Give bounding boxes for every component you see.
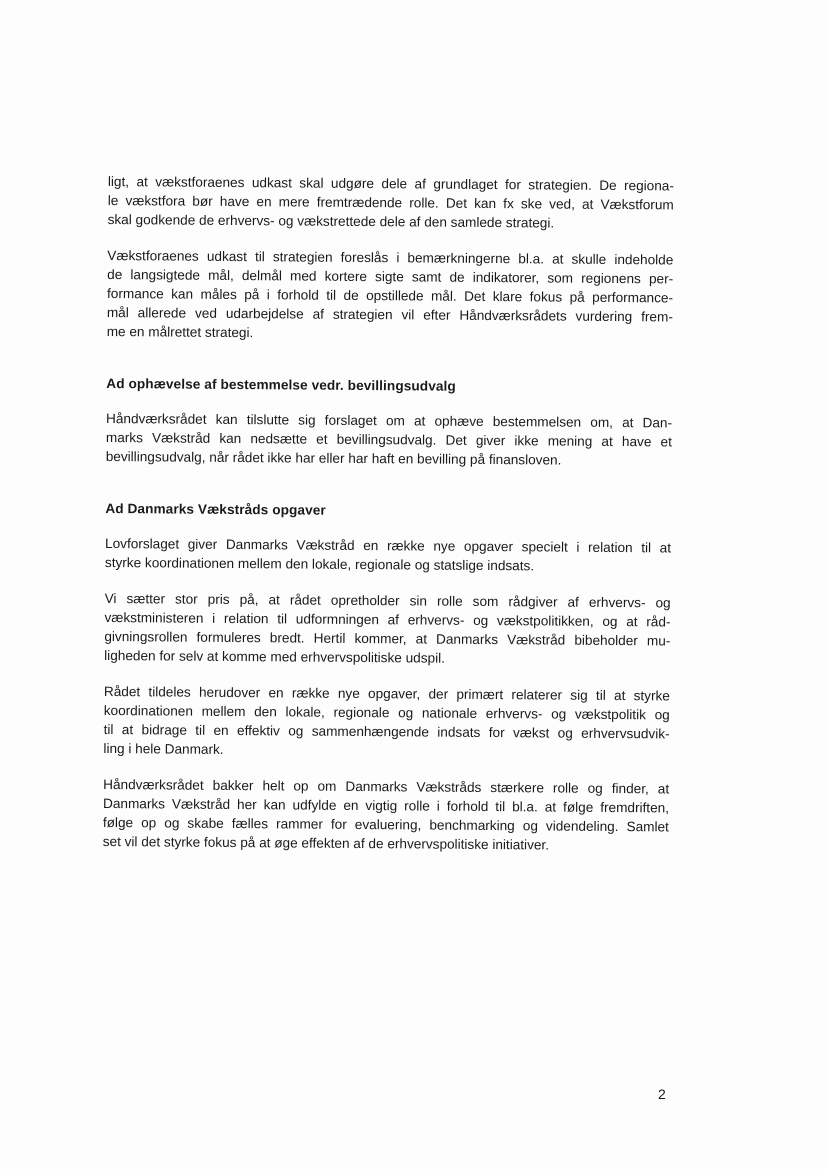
text-line: ligheden for selv at komme med erhvervspolitiske udspil. <box>104 647 446 666</box>
text-line: ligt, at vækstforaenes udkast skal udgøre dele af grundlaget for strategien. De regiona- <box>107 173 674 194</box>
text-line: de langsigtede mål, delmål med kortere sigte samt de indikatorer, som regionens per- <box>107 266 674 287</box>
text-line: skal godkende de erhvervs- og vækstrettede dele af den samlede strategi. <box>107 211 555 231</box>
section-heading: Ad ophævelse af bestemmelse vedr. bevillingsudvalg <box>106 375 456 394</box>
text-line: Danmarks Vækstråd her kan udfylde en vigtig rolle i forhold til bl.a. at følge fremdriften, <box>102 795 670 816</box>
text-line: set vil det styrke fokus på at øge effekten af de erhvervspolitiske initiativer. <box>102 833 550 853</box>
text-line: mål allerede ved udarbejdelse af strategien vil efter Håndværksrådets vurdering frem- <box>106 304 673 325</box>
text-line: me en målrettet strategi. <box>106 323 254 341</box>
paragraph <box>103 775 670 855</box>
paragraph <box>105 534 671 576</box>
text-line: Håndværksrådet kan tilslutte sig forslaget om at ophæve bestemmelsen om, at Dan- <box>106 410 673 431</box>
text-line: Håndværksrådet bakker helt op om Danmarks Vækstråds stærkere rolle og finder, at <box>103 776 670 797</box>
paragraph <box>104 589 671 669</box>
section-heading: Ad Danmarks Vækstråds opgaver <box>105 500 326 518</box>
text-line: koordinationen mellem den lokale, regionale og nationale erhvervs- og vækstpolitik og <box>103 702 670 723</box>
text-line: Vækstforaenes udkast til strategien foreslås i bemærkningerne bl.a. at skulle indeholde <box>107 247 674 268</box>
text-line: ling i hele Danmark. <box>103 740 224 757</box>
text-line: le vækstfora bør have en mere fremtrædende rolle. Det kan fx ske ved, at Vækstforum <box>107 192 674 213</box>
text-line: Lovforslaget giver Danmarks Vækstråd en række nye opgaver specielt i relation til at <box>105 535 672 556</box>
text-line: følge op og skabe fælles rammer for evaluering, benchmarking og videndeling. Samlet <box>102 814 669 835</box>
document-body <box>103 172 674 872</box>
text-line: bevillingsudvalg, når rådet ikke har eller har haft en bevilling på finansloven. <box>105 448 562 468</box>
paragraph <box>108 172 674 233</box>
text-line: styrke koordinationen mellem den lokale, regionale og statslige indsats. <box>104 554 535 574</box>
text-line: til at bidrage til en effektiv og sammenhængende indsats for vækst og erhvervsudvik- <box>103 721 670 742</box>
paragraph <box>103 682 670 762</box>
text-line: vækstministeren i relation til udformningen af erhvervs- og vækstpolitikken, og at råd- <box>104 609 671 630</box>
text-line: Vi sætter stor pris på, at rådet opretholder sin rolle som rådgiver af erhvervs- og <box>104 590 671 611</box>
page-number: 2 <box>658 1086 666 1102</box>
text-line: Rådet tildeles herudover en række nye opgaver, der primært relaterer sig til at styrke <box>103 683 670 704</box>
text-line: givningsrollen formuleres bredt. Hertil kommer, at Danmarks Vækstråd bibeholder mu- <box>104 628 671 649</box>
text-line: formance kan måles på i forhold til de opstillede mål. Det klare fokus på performance- <box>106 285 674 306</box>
text-line: marks Vækstråd kan nedsætte et bevillingsudvalg. Det giver ikke mening at have et <box>105 429 672 450</box>
paragraph <box>107 246 674 345</box>
paragraph <box>106 409 672 470</box>
